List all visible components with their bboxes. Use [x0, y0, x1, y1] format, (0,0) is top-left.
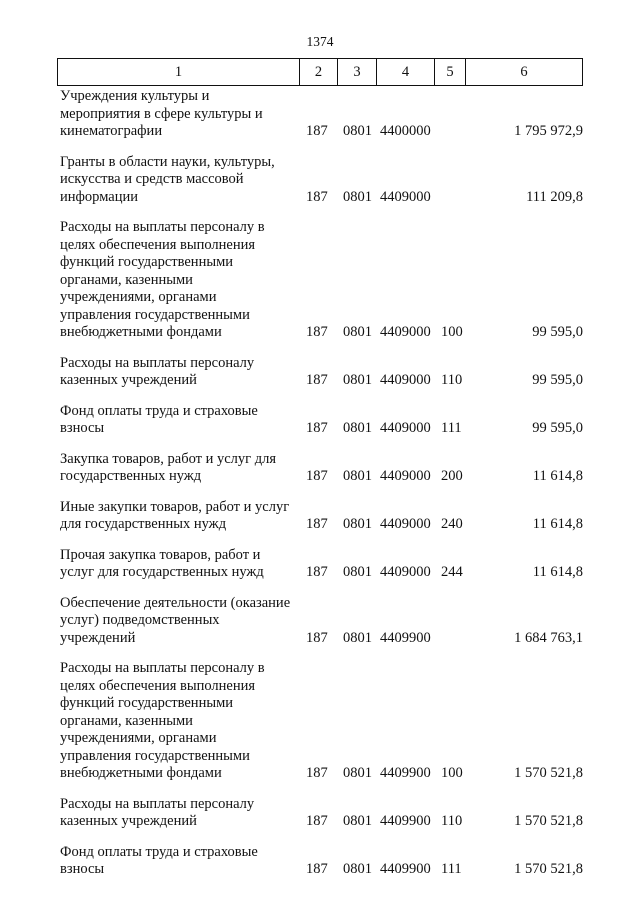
row-amount: 111 209,8 — [526, 188, 583, 205]
row-target-article: 4400000 — [380, 123, 431, 139]
row-target-article: 4409900 — [380, 861, 431, 877]
table-row — [0, 451, 640, 486]
row-description: Обеспечение деятельности (оказание услуг) подведомственных учреждений — [60, 594, 291, 646]
table-row — [0, 154, 640, 207]
row-publisher-code: 187 — [306, 629, 328, 646]
row-expense-type: 244 — [441, 564, 463, 580]
row-description: Учреждения культуры и мероприятия в сфере культуры и кинематографии — [60, 88, 263, 139]
column-header-2: 2 — [300, 59, 338, 86]
row-expense-type: 100 — [441, 765, 463, 781]
table-row — [0, 796, 640, 831]
row-section-code: 0801 — [343, 516, 372, 532]
budget-rows — [0, 88, 640, 892]
row-publisher-code: 187 — [306, 324, 328, 340]
row-amount: 11 614,8 — [532, 468, 583, 484]
row-amount: 99 595,0 — [532, 420, 583, 436]
row-description: Расходы на выплаты персоналу казенных учреждений — [60, 795, 255, 829]
row-section-code: 0801 — [343, 765, 372, 781]
row-description: Прочая закупка товаров, работ и услуг для государственных нужд — [60, 546, 264, 580]
row-amount: 1 684 763,1 — [514, 629, 583, 646]
table-row — [0, 660, 640, 783]
row-publisher-code: 187 — [306, 516, 328, 532]
row-amount: 11 614,8 — [532, 564, 583, 580]
table-row — [0, 219, 640, 342]
row-publisher-code: 187 — [306, 813, 328, 829]
row-target-article: 4409900 — [380, 629, 431, 646]
row-expense-type: 111 — [441, 861, 462, 877]
row-publisher-code: 187 — [306, 123, 328, 139]
row-target-article: 4409000 — [380, 516, 431, 532]
column-header-1: 1 — [58, 59, 300, 86]
row-section-code: 0801 — [343, 629, 372, 646]
row-amount: 1 570 521,8 — [514, 861, 583, 877]
row-target-article: 4409000 — [380, 420, 431, 436]
row-target-article: 4409000 — [380, 188, 431, 205]
row-section-code: 0801 — [343, 372, 372, 388]
row-target-article: 4409000 — [380, 324, 431, 340]
table-row — [0, 88, 640, 141]
row-publisher-code: 187 — [306, 372, 328, 388]
column-header-6: 6 — [466, 59, 583, 86]
row-amount: 1 795 972,9 — [514, 123, 583, 139]
row-publisher-code: 187 — [306, 468, 328, 484]
row-description: Расходы на выплаты персоналу казенных учреждений — [60, 354, 255, 388]
table-row — [0, 403, 640, 438]
row-section-code: 0801 — [343, 123, 372, 139]
row-target-article: 4409900 — [380, 813, 431, 829]
row-amount: 1 570 521,8 — [514, 765, 583, 781]
row-expense-type: 110 — [441, 372, 463, 388]
row-description: Гранты в области науки, культуры, искусства и средств массовой информации — [60, 153, 275, 205]
table-row — [0, 499, 640, 534]
row-publisher-code: 187 — [306, 765, 328, 781]
row-publisher-code: 187 — [306, 861, 328, 877]
row-target-article: 4409000 — [380, 564, 431, 580]
row-section-code: 0801 — [343, 861, 372, 877]
table-row — [0, 595, 640, 648]
row-publisher-code: 187 — [306, 564, 328, 580]
row-description: Иные закупки товаров, работ и услуг для государственных нужд — [60, 498, 290, 532]
row-description: Закупка товаров, работ и услуг для государственных нужд — [60, 450, 277, 484]
row-section-code: 0801 — [343, 420, 372, 436]
column-header-5: 5 — [435, 59, 466, 86]
row-description: Фонд оплаты труда и страховые взносы — [60, 843, 258, 877]
row-amount: 99 595,0 — [532, 324, 583, 340]
row-expense-type: 240 — [441, 516, 463, 532]
row-target-article: 4409900 — [380, 765, 431, 781]
row-expense-type: 200 — [441, 468, 463, 484]
row-expense-type: 111 — [441, 420, 462, 436]
row-target-article: 4409000 — [380, 372, 431, 388]
table-row — [0, 355, 640, 390]
table-row — [0, 547, 640, 582]
row-description: Фонд оплаты труда и страховые взносы — [60, 402, 258, 436]
row-section-code: 0801 — [343, 188, 372, 205]
row-amount: 1 570 521,8 — [514, 813, 583, 829]
row-description: Расходы на выплаты персоналу в целях обеспечения выполнения функций государственными органами, казенными учреждениями, органами управления государственными внебюджетными фондами — [60, 219, 265, 340]
column-header-table — [57, 58, 583, 86]
table-row — [0, 844, 640, 879]
row-expense-type: 100 — [441, 324, 463, 340]
row-description: Расходы на выплаты персоналу в целях обеспечения выполнения функций государственными органами, казенными учреждениями, органами управления государственными внебюджетными фондами — [60, 660, 265, 781]
row-amount: 11 614,8 — [532, 516, 583, 532]
row-section-code: 0801 — [343, 813, 372, 829]
row-section-code: 0801 — [343, 564, 372, 580]
page-number: 1374 — [306, 34, 334, 49]
row-expense-type: 110 — [441, 813, 463, 829]
row-target-article: 4409000 — [380, 468, 431, 484]
row-section-code: 0801 — [343, 324, 372, 340]
column-header-4: 4 — [377, 59, 435, 86]
row-publisher-code: 187 — [306, 420, 328, 436]
row-section-code: 0801 — [343, 468, 372, 484]
column-header-3: 3 — [338, 59, 377, 86]
row-amount: 99 595,0 — [532, 372, 583, 388]
row-publisher-code: 187 — [306, 188, 328, 205]
